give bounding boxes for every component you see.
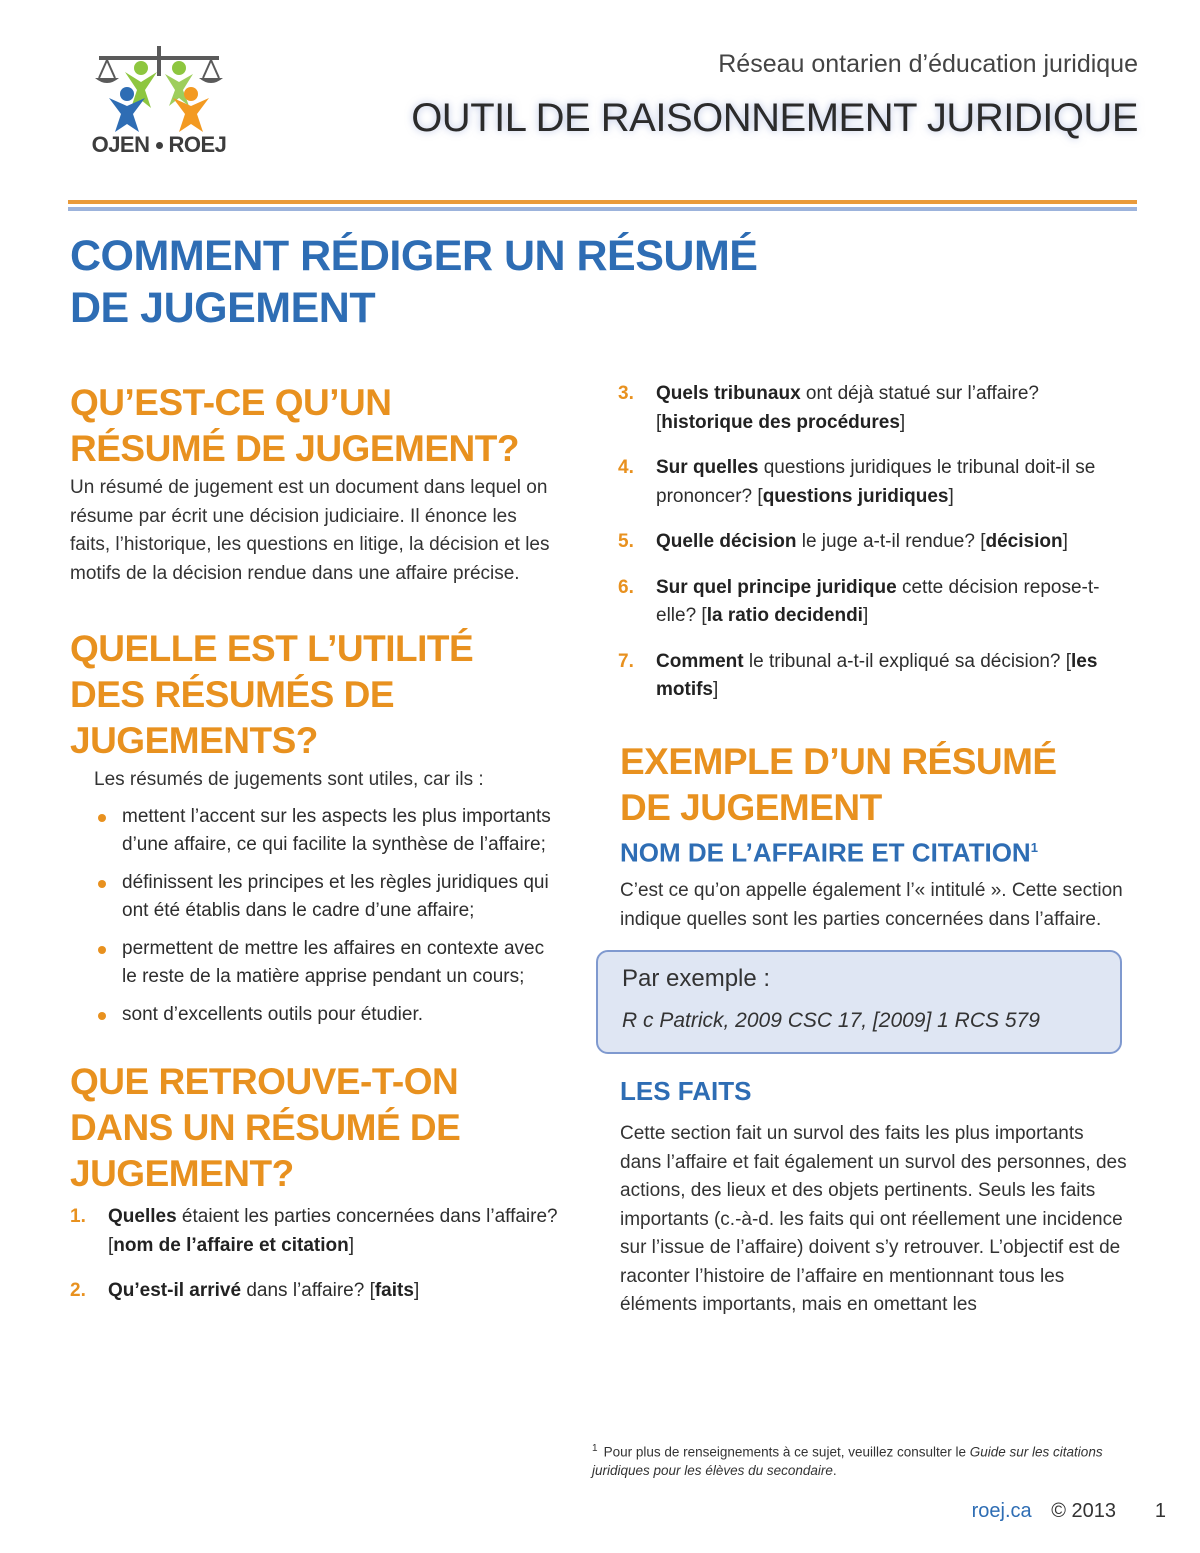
- header-rule-orange: [68, 200, 1137, 204]
- case-name-body: C’est ce qu’on appelle également l’« intitulé ». Cette section indique quelles sont les parties concernées dans l’affaire.: [620, 880, 1123, 930]
- list-item: mettent l’accent sur les aspects les plus importants d’une affaire, ce qui facilite la synthèse de l’affaire;: [98, 803, 560, 860]
- header-rule-blue: [68, 207, 1137, 211]
- list-item: 7. Comment le tribunal a-t-il expliqué sa décision? [les motifs]: [618, 650, 1098, 700]
- list-item: 2. Qu’est-il arrivé dans l’affaire? [faits]: [70, 1280, 420, 1301]
- list-item: sont d’excellents outils pour étudier.: [98, 1001, 560, 1030]
- section1-body: Un résumé de jugement est un document dans lequel on résume par écrit une décision judiciaire. Il énonce les faits, l’historique, les questions en litige, la décision et les motifs de la décision rendue dans une affaire précise.: [70, 477, 550, 584]
- left-column: [70, 380, 560, 1323]
- list-item: définissent les principes et les règles juridiques qui ont été établis dans le cadre d’une affaire;: [98, 869, 560, 926]
- bullet-icon: [98, 946, 106, 954]
- website-link[interactable]: roej.ca: [971, 1500, 1032, 1522]
- list-item: permettent de mettre les affaires en contexte avec le reste de la matière apprise pendant un cours;: [98, 935, 560, 992]
- logo-wordmark: OJEN ROEJ: [91, 132, 227, 157]
- example-citation: R c Patrick, 2009 CSC 17, [2009] 1 RCS 579: [622, 1009, 1040, 1033]
- page-number: 1: [1154, 1500, 1166, 1522]
- facts-heading: LES FAITS: [620, 1076, 752, 1107]
- tool-title: OUTIL DE RAISONNEMENT JURIDIQUE: [411, 96, 1138, 140]
- ojen-roej-logo: [64, 42, 254, 160]
- scales-of-justice-icon: [79, 42, 239, 142]
- page-footer: [972, 1500, 1116, 1523]
- example-box: [596, 950, 1122, 1054]
- facts-body: Cette section fait un survol des faits les plus importants dans l’affaire et fait également un survol des personnes, des actions, des lieux et des objets pertinents. Seuls les faits importants (c.-à-d. les faits qui ont réellement une incidence sur l’issue de l’affaire) doivent s’y retrouver. L’objectif est de raconter l’histoire de l’affaire en mentionnant tous les éléments importants, mais en omettant les: [620, 1123, 1127, 1316]
- question-list-right: [618, 380, 1130, 705]
- section4-heading: EXEMPLE D’UN RÉSUMÉ DE JUGEMENT: [620, 740, 1057, 828]
- list-item: 6. Sur quel principe juridique cette décision repose-t-elle? [la ratio decidendi]: [618, 576, 1100, 626]
- bullet-icon: [98, 814, 106, 822]
- bullet-icon: [98, 1012, 106, 1020]
- case-name-heading: NOM DE L’AFFAIRE ET CITATION$^1$: [620, 837, 1038, 868]
- bullet-icon: [98, 880, 106, 888]
- right-column: [620, 380, 1130, 1320]
- list-item: 1. Quelles étaient les parties concernées dans l’affaire? [nom de l’affaire et citation]: [70, 1206, 558, 1256]
- section2-intro: Les résumés de jugements sont utiles, car ils :: [94, 769, 484, 790]
- footnote: $^1$ Pour plus de renseignements à ce sujet, veuillez consulter le Guide sur les citations juridiques pour les élèves du secondaire.: [592, 1443, 1103, 1478]
- example-label: Par exemple :: [622, 965, 771, 993]
- utility-bullet-list: [98, 803, 560, 1030]
- section2-heading: QUELLE EST L’UTILITÉ DES RÉSUMÉS DE JUGEMENTS?: [70, 628, 474, 761]
- list-item: 3. Quels tribunaux ont déjà statué sur l’affaire? [historique des procédures]: [618, 383, 1039, 433]
- question-list-left: [70, 1203, 560, 1306]
- list-item: 4. Sur quelles questions juridiques le tribunal doit-il se prononcer? [questions juridiques]: [618, 457, 1096, 507]
- page-title: COMMENT RÉDIGER UN RÉSUMÉ DE JUGEMENT: [70, 232, 758, 332]
- network-name: Réseau ontarien d’éducation juridique: [718, 50, 1138, 78]
- section1-heading: QU’EST-CE QU’UN RÉSUMÉ DE JUGEMENT?: [70, 382, 519, 469]
- copyright: © 2013: [1051, 1500, 1116, 1522]
- list-item: 5. Quelle décision le juge a-t-il rendue? [décision]: [618, 531, 1068, 552]
- section3-heading: QUE RETROUVE-T-ON DANS UN RÉSUMÉ DE JUGEMENT?: [70, 1061, 461, 1194]
